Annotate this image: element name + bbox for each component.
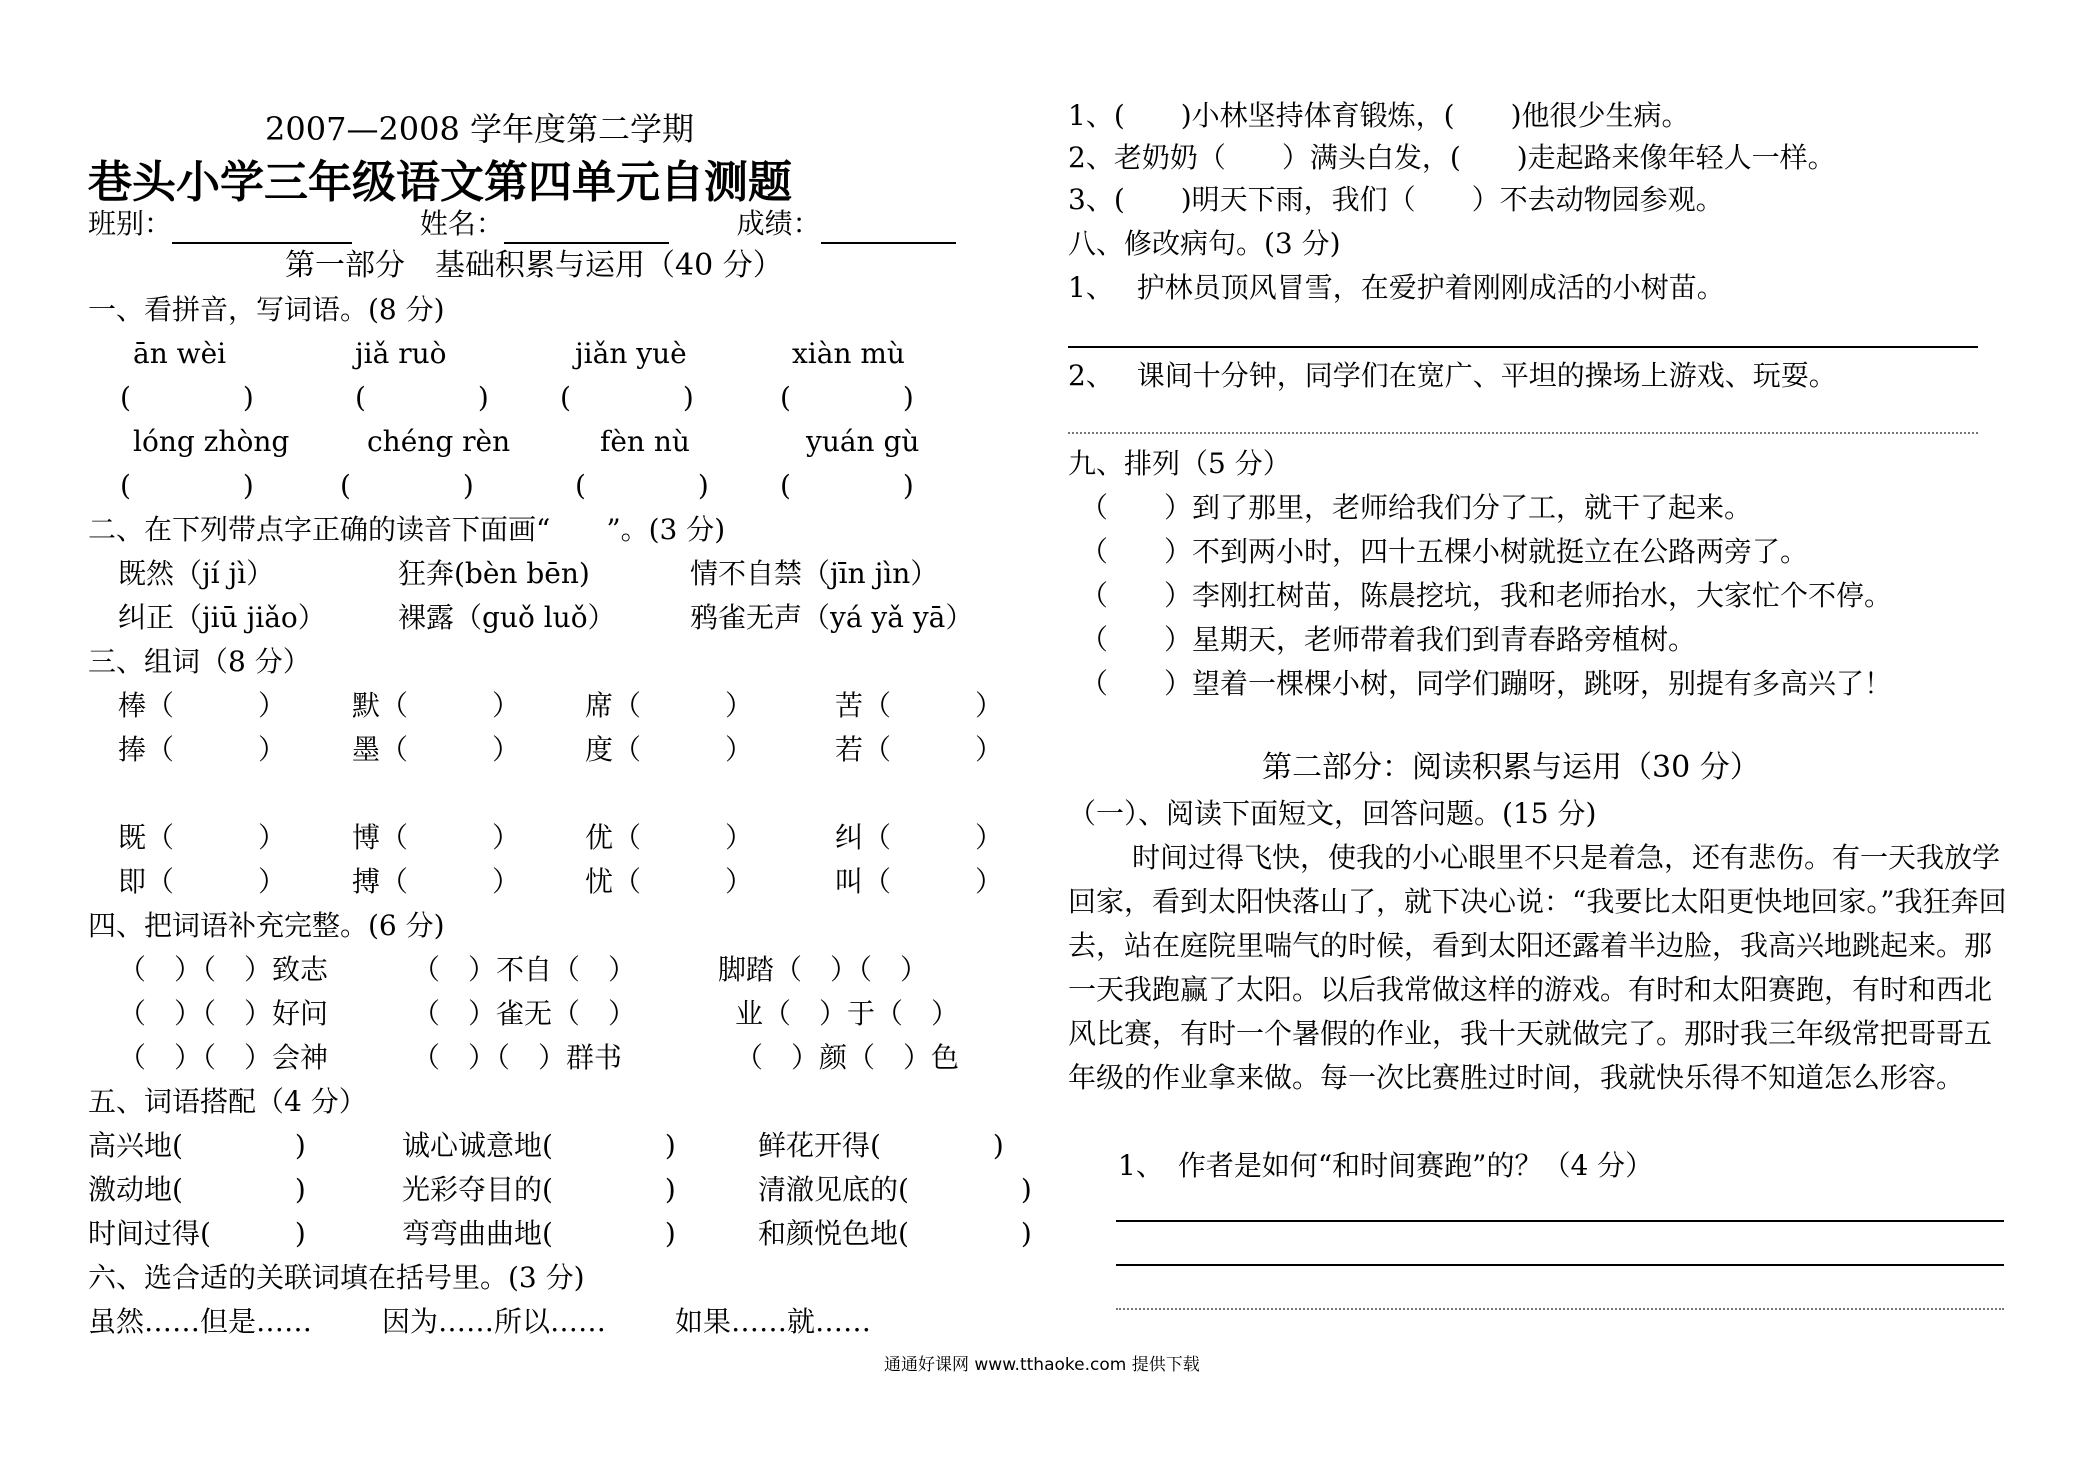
- q4-title: 四、把词语补充完整。(6 分): [88, 909, 445, 942]
- reading-question-1: 1、 作者是如何“和时间赛跑”的？（4 分）: [1118, 1149, 1654, 1182]
- q1-pinyin-3: jiǎn yuè: [575, 337, 687, 370]
- q3-item[interactable]: 纠（ ）: [835, 821, 1004, 854]
- q4-item[interactable]: （ ）雀无（ ）: [412, 997, 637, 1030]
- q6-title: 六、选合适的关联词填在括号里。(3 分): [88, 1261, 585, 1294]
- reading-title: （一）、阅读下面短文，回答问题。(15 分): [1068, 797, 1597, 830]
- q4-item[interactable]: （ ）（ ）会神: [118, 1041, 329, 1074]
- q3-item[interactable]: 默（ ）: [352, 689, 521, 722]
- answer-line[interactable]: [1116, 1220, 2004, 1222]
- q4-item[interactable]: 业（ ）于（ ）: [735, 997, 960, 1030]
- q6-option-3: 如果……就……: [675, 1305, 872, 1338]
- q4-item[interactable]: 脚踏（ ）（ ）: [718, 953, 929, 986]
- q4-item[interactable]: （ ）（ ）群书: [412, 1041, 623, 1074]
- class-field[interactable]: [172, 214, 352, 244]
- answer-line[interactable]: [1068, 432, 1978, 434]
- q3-item[interactable]: 捧（ ）: [118, 733, 287, 766]
- q4-item[interactable]: （ ）（ ）致志: [118, 953, 329, 986]
- q1-pinyin-4: xiàn mù: [792, 337, 905, 370]
- q5-item[interactable]: 鲜花开得( ): [758, 1129, 1004, 1162]
- q1-pinyin-5: lóng zhòng: [133, 425, 290, 458]
- part2-heading: 第二部分：阅读积累与运用（30 分）: [1262, 750, 1760, 785]
- q1-blank-4[interactable]: ( ): [780, 381, 914, 414]
- q2-item-1: 既然（jí jì）: [118, 557, 275, 590]
- q9-item-2[interactable]: （ ）不到两小时，四十五棵小树就挺立在公路两旁了。: [1080, 535, 1809, 568]
- q3-title: 三、组词（8 分）: [88, 645, 311, 678]
- q9-item-4[interactable]: （ ）星期天，老师带着我们到青春路旁植树。: [1080, 623, 1697, 656]
- q6-item-3[interactable]: 3、( )明天下雨，我们（ ）不去动物园参观。: [1068, 183, 1724, 216]
- q9-title: 九、排列（5 分）: [1068, 447, 1291, 480]
- q3-item[interactable]: 若（ ）: [835, 733, 1004, 766]
- q5-title: 五、词语搭配（4 分）: [88, 1085, 367, 1118]
- answer-line[interactable]: [1068, 346, 1978, 348]
- q3-item[interactable]: 既（ ）: [118, 821, 287, 854]
- exam-title: 巷头小学三年级语文第四单元自测题: [88, 157, 792, 208]
- q4-item[interactable]: （ ）颜（ ）色: [735, 1041, 960, 1074]
- q2-item-2: 狂奔(bèn bēn): [398, 557, 590, 590]
- score-field[interactable]: [821, 214, 956, 244]
- q9-item-5[interactable]: （ ）望着一棵棵小树，同学们蹦呀，跳呀，别提有多高兴了！: [1080, 667, 1893, 700]
- q5-item[interactable]: 清澈见底的( ): [758, 1173, 1032, 1206]
- q1-blank-2[interactable]: ( ): [355, 381, 489, 414]
- q2-item-3: 情不自禁（jīn jìn）: [690, 557, 939, 590]
- answer-line[interactable]: [1116, 1308, 2004, 1310]
- q4-item[interactable]: （ ）（ ）好问: [118, 997, 329, 1030]
- q5-item[interactable]: 光彩夺目的( ): [402, 1173, 676, 1206]
- q2-item-5: 裸露（guǒ luǒ）: [398, 601, 616, 634]
- class-label: 班别：: [88, 207, 173, 240]
- q3-item[interactable]: 墨（ ）: [352, 733, 521, 766]
- name-field[interactable]: [504, 214, 669, 244]
- answer-line[interactable]: [1116, 1264, 2004, 1266]
- footer-source: 通通好课网 www.tthaoke.com 提供下载: [884, 1355, 1200, 1375]
- q2-item-4: 纠正（jiū jiǎo）: [118, 601, 326, 634]
- q6-option-1: 虽然……但是……: [88, 1305, 313, 1338]
- q3-item[interactable]: 度（ ）: [585, 733, 754, 766]
- q9-item-1[interactable]: （ ）到了那里，老师给我们分了工，就干了起来。: [1080, 491, 1753, 524]
- q3-item[interactable]: 忧（ ）: [585, 865, 754, 898]
- q5-item[interactable]: 弯弯曲曲地( ): [402, 1217, 676, 1250]
- q5-item[interactable]: 和颜悦色地( ): [758, 1217, 1032, 1250]
- q1-pinyin-1: ān wèi: [133, 337, 227, 370]
- q3-item[interactable]: 博（ ）: [352, 821, 521, 854]
- q9-item-3[interactable]: （ ）李刚扛树苗，陈晨挖坑，我和老师抬水，大家忙个不停。: [1080, 579, 1893, 612]
- q6-item-1[interactable]: 1、( )小林坚持体育锻炼，( )他很少生病。: [1068, 99, 1690, 132]
- part1-heading: 第一部分 基础积累与运用（40 分）: [285, 248, 783, 283]
- q1-blank-3[interactable]: ( ): [560, 381, 694, 414]
- q3-item[interactable]: 即（ ）: [118, 865, 287, 898]
- q1-blank-7[interactable]: ( ): [575, 469, 709, 502]
- q2-item-6: 鸦雀无声（yá yǎ yā）: [690, 601, 974, 634]
- q3-item[interactable]: 席（ ）: [585, 689, 754, 722]
- q5-item[interactable]: 时间过得( ): [88, 1217, 306, 1250]
- q5-item[interactable]: 诚心诚意地( ): [402, 1129, 676, 1162]
- school-year: 2007—2008 学年度第二学期: [265, 110, 695, 148]
- q6-item-2[interactable]: 2、老奶奶（ ）满头白发，( )走起路来像年轻人一样。: [1068, 141, 1836, 174]
- q1-blank-6[interactable]: ( ): [340, 469, 474, 502]
- name-label: 姓名：: [419, 207, 504, 240]
- q6-option-2: 因为……所以……: [382, 1305, 607, 1338]
- q3-item[interactable]: 棒（ ）: [118, 689, 287, 722]
- q5-item[interactable]: 高兴地( ): [88, 1129, 306, 1162]
- q1-pinyin-2: jiǎ ruò: [355, 337, 447, 370]
- reading-passage: 时间过得飞快，使我的小心眼里不只是着急，还有悲伤。有一天我放学回家，看到太阳快落山了，就下决心说：“我要比太阳更快地回家。”我狂奔回去，站在庭院里喘气的时候，看到太阳还露着半边脸，我高兴地跳起来。那一天我跑赢了太阳。以后我常做这样的游戏。有时和太阳赛跑，有时和西北风比赛，有时一个暑假的作业，我十天就做完了。那时我三年级常把哥哥五年级的作业拿来做。每一次比赛胜过时间，我就快乐得不知道怎么形容。: [1068, 841, 2007, 1094]
- q8-item-2: 2、 课间十分钟，同学们在宽广、平坦的操场上游戏、玩耍。: [1068, 359, 1837, 392]
- q8-item-1: 1、 护林员顶风冒雪，在爱护着刚刚成活的小树苗。: [1068, 271, 1725, 304]
- q1-blank-8[interactable]: ( ): [780, 469, 914, 502]
- q2-title: 二、在下列带点字正确的读音下面画“ ”。(3 分): [88, 513, 726, 546]
- score-label: 成绩：: [736, 207, 821, 240]
- q3-item[interactable]: 苦（ ）: [835, 689, 1004, 722]
- q4-item[interactable]: （ ）不自（ ）: [412, 953, 637, 986]
- q1-blank-5[interactable]: ( ): [120, 469, 254, 502]
- q8-title: 八、修改病句。(3 分): [1068, 227, 1341, 260]
- q1-pinyin-6: chéng rèn: [367, 425, 511, 458]
- q1-blank-1[interactable]: ( ): [120, 381, 254, 414]
- q1-pinyin-8: yuán gù: [806, 425, 920, 458]
- q5-item[interactable]: 激动地( ): [88, 1173, 306, 1206]
- q3-item[interactable]: 叫（ ）: [835, 865, 1004, 898]
- q1-title: 一、看拼音，写词语。(8 分): [88, 293, 445, 326]
- q3-item[interactable]: 优（ ）: [585, 821, 754, 854]
- q3-item[interactable]: 搏（ ）: [352, 865, 521, 898]
- student-info-row: [88, 204, 956, 244]
- q1-pinyin-7: fèn nù: [600, 425, 690, 458]
